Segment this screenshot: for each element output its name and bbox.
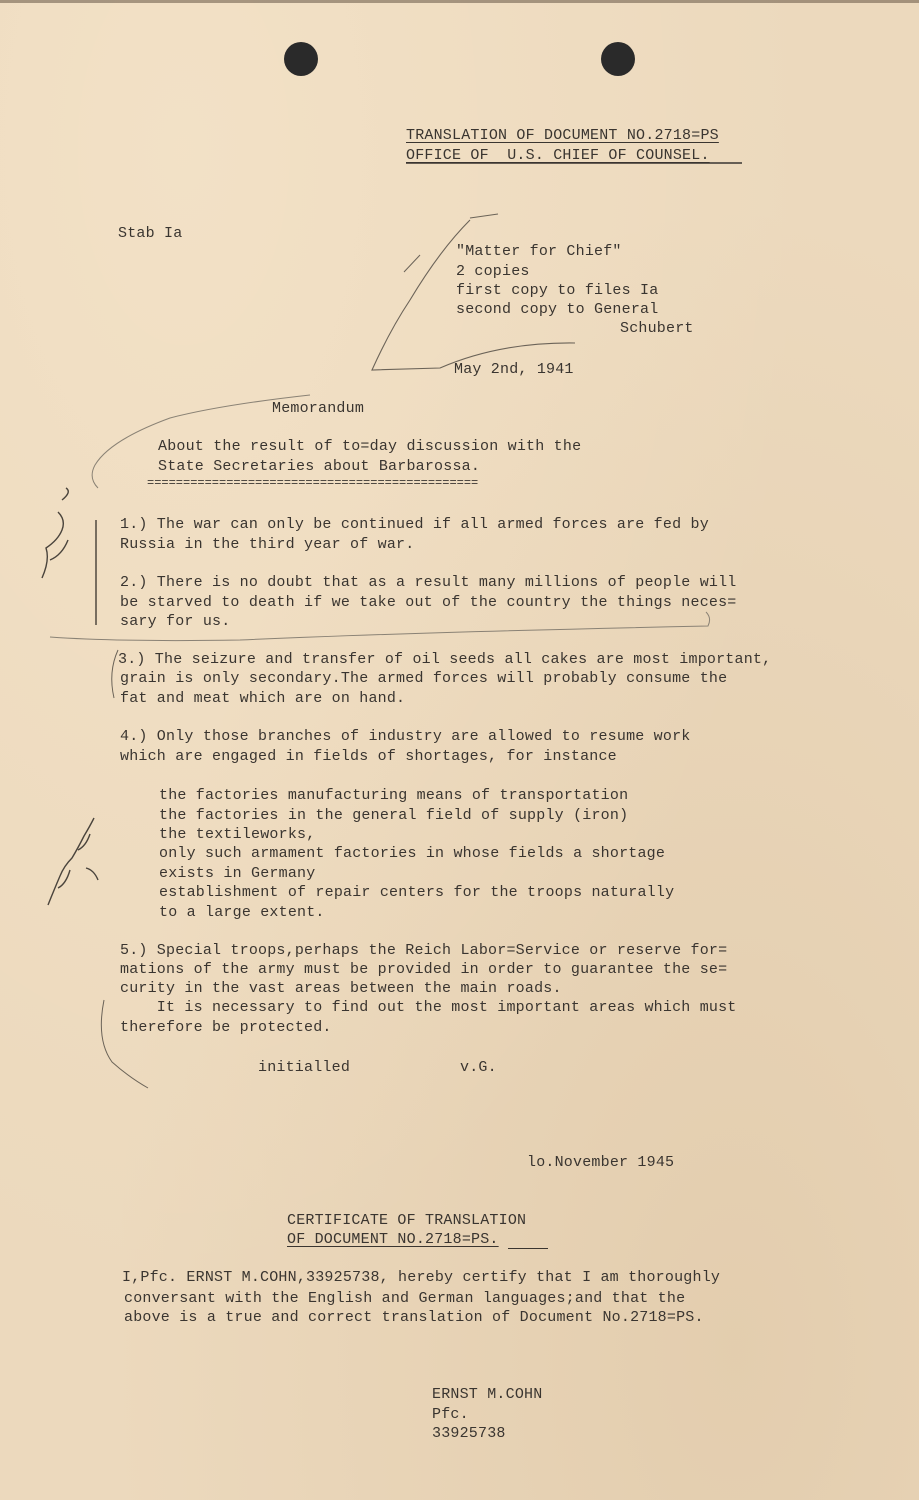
certificate-line-3: above is a true and correct translation of Document No.2718=PS. bbox=[124, 1309, 704, 1326]
point-2-line-3: sary for us. bbox=[120, 613, 231, 630]
certificate-title: CERTIFICATE OF TRANSLATION bbox=[287, 1212, 527, 1229]
point-2-line-2: be starved to death if we take out of the country the things neces= bbox=[120, 594, 737, 611]
point-4-item-4b: exists in Germany bbox=[159, 865, 316, 882]
point-1-line-1: 1.) The war can only be continued if all armed forces are fed by bbox=[120, 516, 709, 533]
point-3-line-2: grain is only secondary.The armed forces will probably consume the bbox=[120, 670, 728, 687]
signature-rank: Pfc. bbox=[432, 1406, 469, 1423]
subject-line-2: State Secretaries about Barbarossa. bbox=[158, 458, 481, 475]
initials: v.G. bbox=[460, 1059, 497, 1076]
pencil-underline bbox=[50, 612, 710, 641]
certificate-line-2: conversant with the English and German languages;and that the bbox=[124, 1290, 686, 1307]
pencil-curve-p5 bbox=[101, 1000, 148, 1088]
point-4-item-1: the factories manufacturing means of transportation bbox=[159, 787, 629, 804]
memo-date: May 2nd, 1941 bbox=[454, 361, 574, 378]
point-4-line-2: which are engaged in fields of shortages, for instance bbox=[120, 748, 617, 765]
point-3-line-1: 3.) The seizure and transfer of oil seeds all cakes are most important, bbox=[118, 651, 772, 668]
header-office-line: OFFICE OF U.S. CHIEF OF COUNSEL. bbox=[406, 147, 710, 164]
point-5-line-1: 5.) Special troops,perhaps the Reich Labor=Service or reserve for= bbox=[120, 942, 728, 959]
point-5-line-3: curity in the vast areas between the main roads. bbox=[120, 980, 562, 997]
point-4-line-1: 4.) Only those branches of industry are allowed to resume work bbox=[120, 728, 691, 745]
certificate-document-ref: OF DOCUMENT NO.2718=PS. bbox=[287, 1231, 499, 1248]
subject-separator: ============================================== bbox=[147, 476, 479, 490]
point-4-item-3: the textileworks, bbox=[159, 826, 316, 843]
certificate-date: lo.November 1945 bbox=[527, 1154, 675, 1171]
addressee: Stab Ia bbox=[118, 225, 183, 242]
initialled-label: initialled bbox=[258, 1059, 351, 1076]
handwritten-armament bbox=[48, 818, 98, 905]
signature-serial: 33925738 bbox=[432, 1425, 506, 1442]
point-4-item-5b: to a large extent. bbox=[159, 904, 325, 921]
second-copy-name: Schubert bbox=[620, 320, 694, 337]
signature-name: ERNST M.COHN bbox=[432, 1386, 543, 1403]
point-5-line-2: mations of the army must be provided in order to guarantee the se= bbox=[120, 961, 728, 978]
memo-title: Memorandum bbox=[272, 400, 365, 417]
second-copy-line: second copy to General bbox=[456, 301, 659, 318]
handwritten-war bbox=[42, 488, 68, 578]
point-4-item-5a: establishment of repair centers for the troops naturally bbox=[159, 884, 675, 901]
point-4-item-4a: only such armament factories in whose fields a shortage bbox=[159, 845, 666, 862]
header-translation-line: TRANSLATION OF DOCUMENT NO.2718=PS bbox=[406, 127, 719, 144]
pencil-bracket bbox=[372, 214, 575, 370]
point-5-line-5: therefore be protected. bbox=[120, 1019, 332, 1036]
point-3-line-3: fat and meat which are on hand. bbox=[120, 690, 406, 707]
subject-line-1: About the result of to=day discussion with the bbox=[158, 438, 582, 455]
pencil-tick bbox=[404, 255, 420, 272]
certificate-line-1: I,Pfc. ERNST M.COHN,33925738, hereby certify that I am thoroughly bbox=[122, 1269, 721, 1286]
copies-count: 2 copies bbox=[456, 263, 530, 280]
pencil-bracket-p3 bbox=[112, 650, 118, 698]
first-copy-line: first copy to files Ia bbox=[456, 282, 659, 299]
point-2-line-1: 2.) There is no doubt that as a result many millions of people will bbox=[120, 574, 737, 591]
point-4-item-2: the factories in the general field of supply (iron) bbox=[159, 807, 629, 824]
classification: "Matter for Chief" bbox=[456, 243, 622, 260]
point-1-line-2: Russia in the third year of war. bbox=[120, 536, 415, 553]
pencil-curve-top bbox=[92, 395, 310, 488]
point-5-line-4: It is necessary to find out the most important areas which must bbox=[120, 999, 737, 1016]
